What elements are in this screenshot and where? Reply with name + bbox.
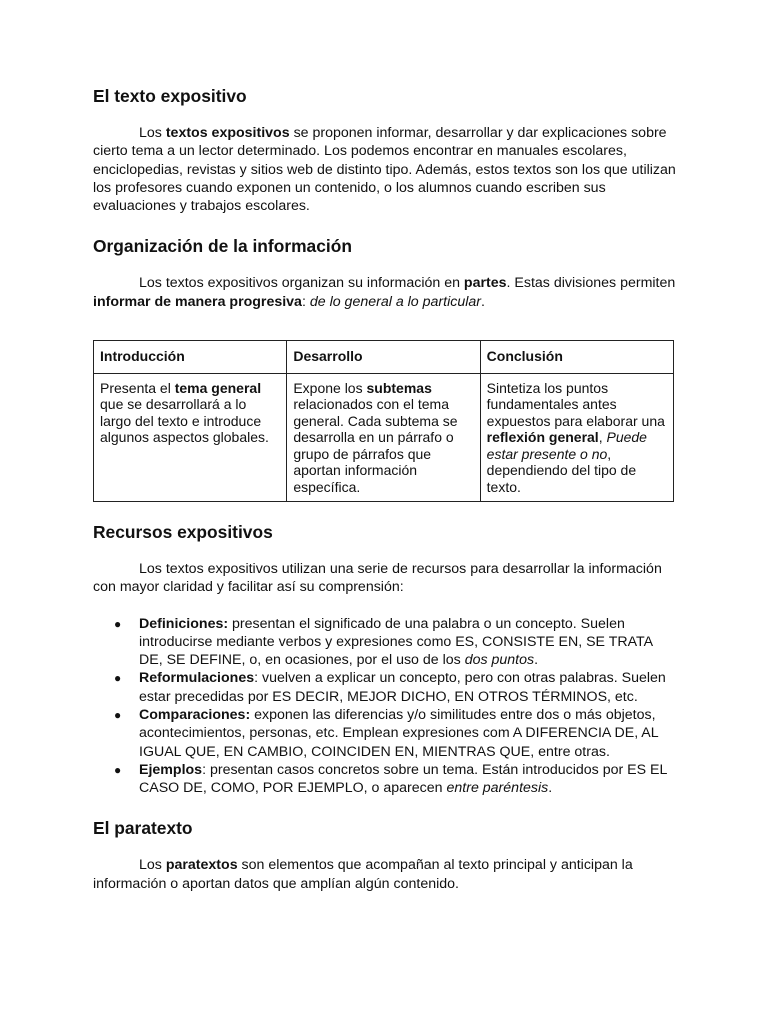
bullet-icon: ● [114,708,122,722]
paragraph-recursos: Los textos expositivos utilizan una serie de recursos para desarrollar la información con mayor claridad y facilitar así su comprensión: [93,560,662,596]
table-row [94,374,674,502]
list-item: ● Reformulaciones: vuelven a explicar un concepto, pero con otras palabras. Suelen estar precedidas por ES DECIR, MEJOR DICHO, EN OTROS TÉRMINOS, etc. [114,670,666,705]
table-cell-introduccion: Presenta el tema general que se desarrollará a lo largo del texto e introduce algunos aspectos globales. [94,374,287,502]
organization-table [93,340,674,502]
table-header-cell: Conclusión [480,341,673,374]
paragraph-paratexto: Los paratextos son elementos que acompañan al texto principal y anticipan la información o aportan datos que amplían algún contenido. [93,857,633,892]
table-cell-conclusion: Sintetiza los puntos fundamentales antes expuestos para elaborar una reflexión general, Puede estar presente o no, dependiendo del tipo de texto. [480,374,673,502]
heading-recursos: Recursos expositivos [93,521,273,542]
table-header-cell: Desarrollo [287,341,480,374]
document-body [93,84,677,893]
heading-texto-expositivo: El texto expositivo [93,86,247,106]
list-item: ● Definiciones: presentan el significado de una palabra o un concepto. Suelen introducirse mediante verbos y expresiones como ES, CONSISTE EN, SE TRATA DE, SE DEFINE, o, en ocasiones, por el uso de los dos puntos. [114,615,653,669]
list-item: ● Ejemplos: presentan casos concretos sobre un tema. Están introducidos por ES EL CASO DE, COMO, POR EJEMPLO, o aparecen entre paréntesis. [114,761,667,797]
table-cell-desarrollo: Expone los subtemas relacionados con el tema general. Cada subtema se desarrolla en un párrafo o grupo de párrafos que aportan información específica. [287,374,480,502]
heading-organizacion: Organización de la información [93,236,352,257]
paragraph-texto-expositivo: Los textos expositivos se proponen informar, desarrollar y dar explicaciones sobre cierto tema a un lector determinado. Los podemos encontrar en manuales escolares, enciclopedias, revistas y sitios web de distinto tipo. Además, estos textos son los que utilizan los profesores cuando exponen un contenido, o los alumnos cuando escriben sus evaluaciones y trabajos escolares. [93,125,676,215]
table-header-row [94,341,674,374]
bullet-icon: ● [114,671,122,686]
bullet-icon: ● [114,762,122,777]
paragraph-organizacion: Los textos expositivos organizan su información en partes. Estas divisiones permiten informar de manera progresiva: de lo general a lo particular. [93,275,676,310]
table-header-cell: Introducción [94,341,287,374]
heading-paratexto: El paratexto [93,818,193,839]
bullet-icon: ● [114,616,122,631]
list-item: ● Comparaciones: exponen las diferencias y/o similitudes entre dos o más objetos, acontecimientos, personas, etc. Emplean expresiones com A DIFERENCIA DE, AL IGUAL QUE, EN CAMBIO, COINCIDEN EN, MIENTRAS QUE, entre otras. [114,707,659,760]
recursos-list [93,615,677,798]
